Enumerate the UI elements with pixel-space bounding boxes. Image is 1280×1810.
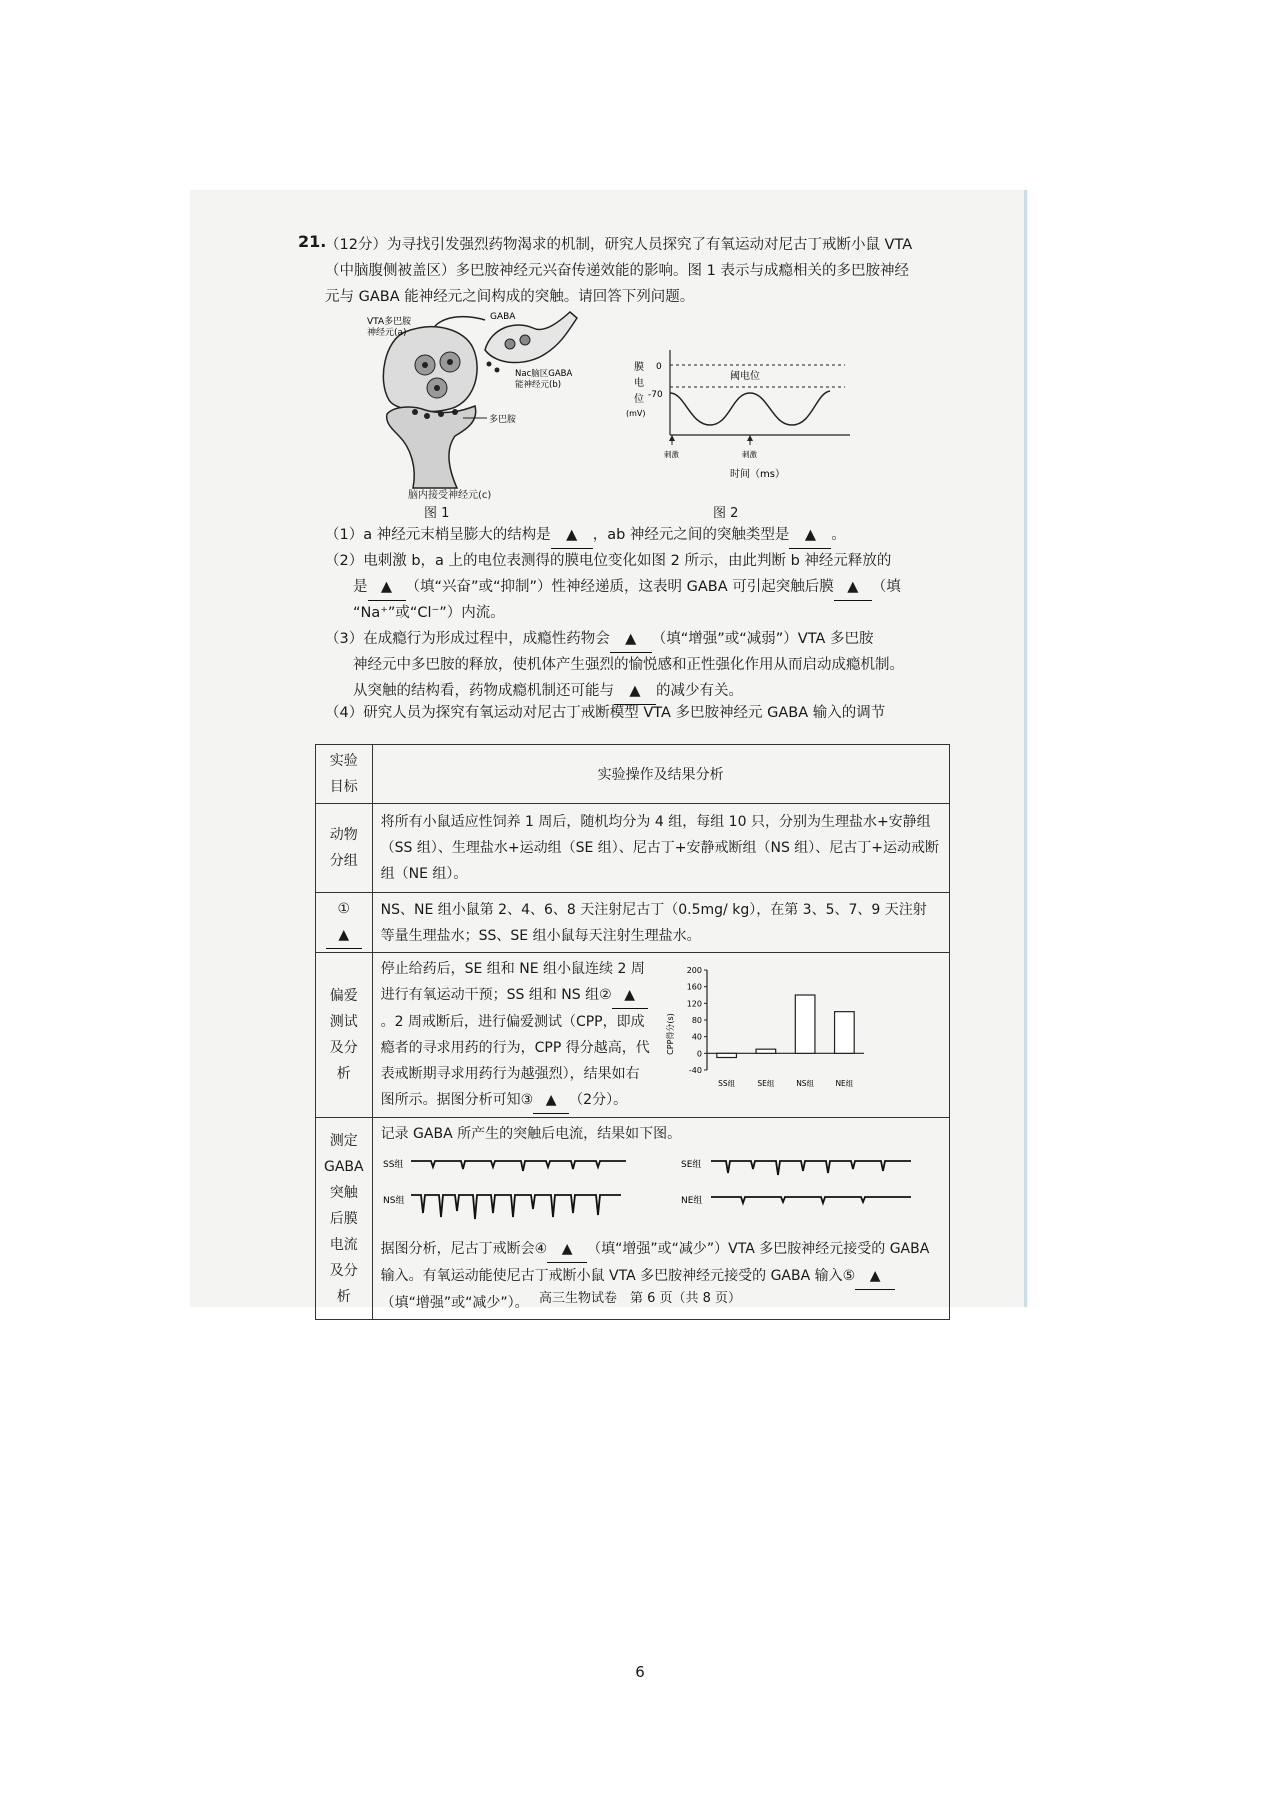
- fig2-rest: -70: [648, 390, 663, 400]
- blank-table-3[interactable]: ▲: [533, 1087, 569, 1114]
- goal-preference: 偏爱测试及分析: [316, 953, 373, 1118]
- cpp-bar-1: [756, 1049, 776, 1053]
- cpp-category-label: SS组: [717, 1079, 735, 1088]
- trace-ss: [411, 1161, 626, 1171]
- blank-table-4[interactable]: ▲: [547, 1236, 587, 1263]
- table-row: [316, 893, 950, 953]
- cpp-bar-2: [795, 995, 815, 1053]
- figure-2-membrane-potential: [620, 345, 860, 490]
- table-row: [316, 953, 950, 1118]
- label-vta-2: 神经元(a): [367, 328, 407, 338]
- cpp-ytick-label: 80: [691, 1016, 702, 1025]
- figure-2-caption: 图 2: [713, 506, 739, 521]
- subq-1: （1）a 神经元末梢呈膨大的结构是 ▲ ，ab 神经元之间的突触类型是 ▲ 。: [325, 522, 846, 549]
- label-nac-1: Nac脑区GABA: [515, 369, 573, 379]
- op-preference: 停止给药后，SE 组和 NE 组小鼠连续 2 周进行有氧运动干预；SS 组和 NS 组② ▲。2 周戒断后，进行偏爱测试（CPP，即成瘾者的寻求用药的行为，CPP 得分越高，代表戒断期寻求用药行为越强烈），结果如右图所示。据图分析可知③ ▲ （2分）。 CPP得分(s) -40 0 40 80 120 160 200 SS组 SE组 NS组 NE组: [372, 953, 949, 1118]
- cpp-bar-3: [834, 1012, 854, 1054]
- label-receptor: 脑内接受神经元(c): [408, 490, 492, 501]
- subq-2-line-2: 是 ▲ （填“兴奋”或“抑制”）性神经递质，这表明 GABA 可引起突触后膜 ▲ （填: [353, 574, 901, 601]
- trace-label-ne: NE组: [680, 1196, 703, 1206]
- experiment-table: [315, 744, 950, 1320]
- cpp-ytick-label: 0: [696, 1049, 702, 1059]
- cpp-category-label: SE组: [756, 1079, 774, 1088]
- header-goal: 实验目标: [316, 745, 373, 804]
- fig2-ylabel-2: 电: [634, 378, 644, 389]
- blank-table-1[interactable]: ▲: [326, 922, 362, 949]
- label-dopamine: 多巴胺: [489, 415, 517, 425]
- fig2-xlabel: 时间（ms）: [730, 469, 785, 480]
- fig2-threshold: 阈电位: [730, 371, 760, 382]
- scan-edge: [1024, 190, 1027, 1307]
- intro-line-3: 元与 GABA 能神经元之间构成的突触。请回答下列问题。: [325, 289, 695, 305]
- blank-table-5[interactable]: ▲: [855, 1263, 895, 1290]
- fig2-ylabel-3: 位: [634, 394, 644, 405]
- fig2-ylabel-1: 膜: [634, 362, 644, 373]
- op-injection: NS、NE 组小鼠第 2、4、6、8 天注射尼古丁（0.5mg/ kg），在第 3、5、7、9 天注射等量生理盐水；SS、SE 组小鼠每天注射生理盐水。: [372, 893, 949, 953]
- current-analysis: 据图分析，尼古丁戒断会④ ▲ （填“增强”或“减少”）VTA 多巴胺神经元接受的 GABA 输入。有氧运动能使尼古丁戒断小鼠 VTA 多巴胺神经元接受的 GABA 输入⑤ ▲（填“增强”或“减少”）。: [381, 1236, 941, 1316]
- question-number: 21.: [298, 232, 327, 251]
- blank-table-2[interactable]: ▲: [612, 982, 648, 1009]
- page-footer: 高三生物试卷 第 6 页（共 8 页）: [538, 1291, 742, 1306]
- goal-grouping: 动物分组: [316, 804, 373, 893]
- trace-ns: [411, 1195, 621, 1219]
- table-row: [316, 804, 950, 893]
- cpp-ytick-label: 160: [686, 982, 702, 992]
- trace-ne: [711, 1197, 911, 1203]
- cpp-category-label: NE组: [835, 1079, 853, 1088]
- figure-1-caption: 图 1: [424, 506, 450, 521]
- subq-3-line-3: 从突触的结构看，药物成瘾机制还可能与 ▲ 的减少有关。: [353, 678, 743, 705]
- trace-se: [711, 1161, 911, 1175]
- blank-2a[interactable]: ▲: [368, 574, 406, 601]
- blank-1a[interactable]: ▲: [551, 522, 593, 549]
- subq-3-line-1: （3）在成瘾行为形成过程中，成瘾性药物会 ▲ （填“增强”或“减弱”）VTA 多巴胺: [325, 626, 873, 653]
- goal-blank-1: ①▲: [316, 893, 373, 953]
- cpp-bar-chart: [659, 962, 869, 1092]
- cpp-ytick-label: 200: [686, 966, 702, 975]
- intro-line-1: （12分）为寻找引发强烈药物渴求的机制，研究人员探究了有氧运动对尼古丁戒断小鼠 VTA: [325, 237, 913, 253]
- fig2-zero: 0: [656, 362, 662, 372]
- cpp-ytick-label: 120: [686, 999, 702, 1009]
- current-traces: [381, 1147, 941, 1227]
- blank-1b[interactable]: ▲: [789, 522, 831, 549]
- figure-1-synapse: [365, 310, 605, 490]
- page-number: 6: [635, 1663, 645, 1681]
- subq-2-line-1: （2）电刺激 b，a 上的电位表测得的膜电位变化如图 2 所示，由此判断 b 神经元释放的: [325, 553, 892, 569]
- cpp-category-label: NS组: [795, 1079, 814, 1088]
- trace-label-ns: NS组: [382, 1196, 405, 1206]
- header-operation: 实验操作及结果分析: [372, 745, 949, 804]
- op-grouping: 将所有小鼠适应性饲养 1 周后，随机均分为 4 组，每组 10 只，分别为生理盐水+安静组（SS 组）、生理盐水+运动组（SE 组）、尼古丁+安静戒断组（NS 组）、尼古丁+运动戒断组（NE 组）。: [372, 804, 949, 893]
- cpp-bar-0: [716, 1053, 736, 1057]
- intro-line-2: （中脑腹侧被盖区）多巴胺神经元兴奋传递效能的影响。图 1 表示与成瘾相关的多巴胺神经: [325, 263, 909, 279]
- goal-current: 测定GABA 突触后膜电流及分析: [316, 1118, 373, 1320]
- fig2-ylabel-4: (mV): [626, 409, 646, 418]
- subq-2-line-3: “Na⁺”或“Cl⁻”）内流。: [353, 605, 505, 621]
- subq-3-line-2: 神经元中多巴胺的释放，使机体产生强烈的愉悦感和正性强化作用从而启动成瘾机制。: [353, 657, 904, 673]
- blank-2b[interactable]: ▲: [834, 574, 872, 601]
- label-nac-2: 能神经元(b): [515, 380, 562, 390]
- trace-label-se: SE组: [680, 1160, 702, 1170]
- trace-label-ss: SS组: [382, 1160, 404, 1170]
- table-header-row: [316, 745, 950, 804]
- cpp-ytick-label: 40: [691, 1032, 702, 1042]
- blank-3a[interactable]: ▲: [610, 626, 652, 653]
- fig2-stim-1: 刺激: [664, 450, 679, 459]
- current-head: 记录 GABA 所产生的突触后电流，结果如下图。: [380, 1126, 682, 1142]
- fig2-stim-2: 刺激: [742, 450, 757, 459]
- label-vta-1: VTA多巴胺: [367, 317, 412, 327]
- subq-4-line-1: （4）研究人员为探究有氧运动对尼古丁戒断模型 VTA 多巴胺神经元 GABA 输入的调节: [325, 705, 886, 721]
- label-gaba: GABA: [490, 312, 516, 322]
- cpp-ytick-label: -40: [688, 1066, 702, 1075]
- blank-3b[interactable]: ▲: [614, 678, 656, 705]
- cpp-ylabel: CPP得分(s): [665, 1013, 675, 1055]
